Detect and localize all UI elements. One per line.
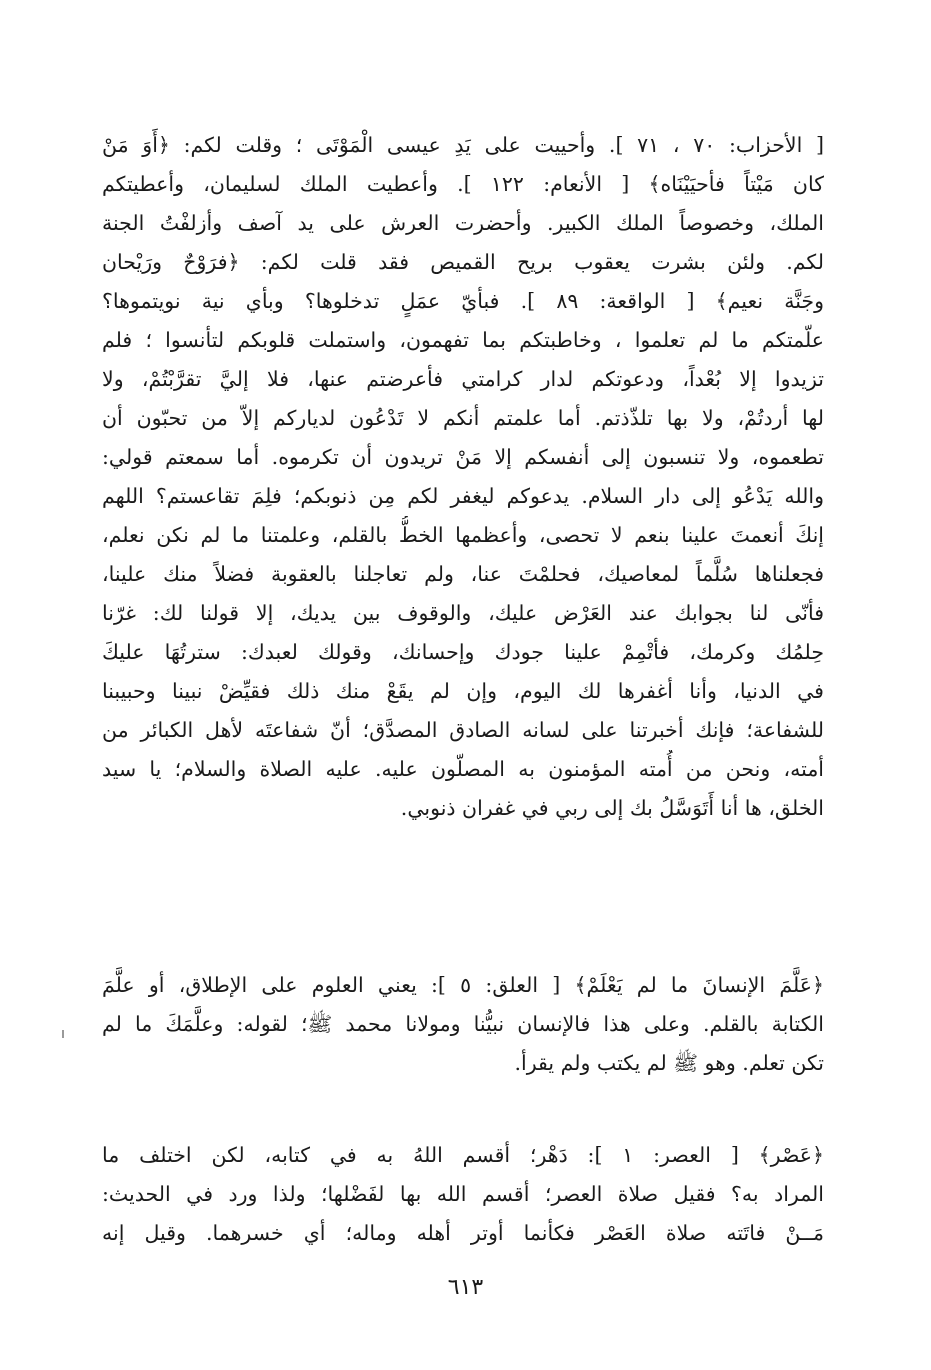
text-line: تزيدوا إلا بُعْداً، ودعوتكم لدار كرامتي فأعرضتم عنها، فلا إليَّ تقرَّبْتُمْ، ولا: [102, 367, 824, 391]
text-line: مَــنْ فاتَته صلاة العَصْر فكأنما أوتر أهله وماله؛ أي خسرهما. وقيل إنه: [102, 1221, 824, 1245]
text-line: ﴿عَصْر﴾ [ العصر: ١ ]: دَهْر؛ أقسم اللهُ به في كتابه، لكن اختلف ما: [102, 1143, 824, 1167]
text-line: فأنّى لنا بجوابك عند العَرْض عليك، والوقوف بين يديك، إلا قولنا لك: غرّنا: [102, 601, 824, 625]
paragraph-2: [102, 966, 824, 1083]
text-line: الملك، وخصوصاً الملك الكبير. وأحضرت العرش على يد آصف وأزلفْتُ الجنة: [102, 211, 824, 235]
text-line: تكن تعلم. وهو ﷺ لم يكتب ولم يقرأ.: [514, 1051, 824, 1075]
text-line: والله يَدْعُو إلى دار السلام. يدعوكم ليغفر لكم مِن ذنوبكم؛ فلِمَ تقاعستم؟ اللهم: [102, 484, 824, 508]
text-line: الخلق، ها أنا أَتَوَسَّلُ بك إلى ربي في غفران ذنوبي.: [400, 796, 824, 820]
text-line: كان مَيْتاً فأحيَيْنَاه﴾ [ الأنعام: ١٢٢ ]. وأعطيت الملك لسليمان، وأعطيتكم: [102, 172, 824, 196]
text-line: للشفاعة؛ فإنك أخبرتنا على لسانه الصادق المصدَّق؛ أنّ شفاعتَه لأهل الكبائر من: [102, 718, 824, 742]
paragraph-3: [102, 1136, 824, 1253]
text-line: في الدنيا، وأنا أغفرها لك اليوم، وإن لم يقَعْ منك ذلك فقيِّضْ نبينا وحبيبنا: [102, 679, 824, 703]
text-line: فجعلناها سُلَّماً لمعاصيك، فحلمْتَ عنا، ولم تعاجلنا بالعقوبة فضلاً منك علينا،: [102, 562, 824, 586]
text-line: إنكَ أنعمتَ علينا بنعم لا تحصى، وأعظمها الخطُّ بالقلم، وعلمتنا ما لم نكن نعلم،: [102, 523, 824, 547]
margin-mark: [62, 1030, 64, 1038]
text-line: علّمتكم ما لم تعلموا ، وخاطبتكم بما تفهمون، واستملت قلوبكم لتأنسوا ؛ فلم: [102, 328, 824, 352]
text-line: لها أردتُمْ، ولا بها تلذّذتم. أما علمتم أنكم لا تَدْعُون لدياركم إلاّ من تحبّون أن: [102, 406, 824, 430]
text-line: لكم. ولئن بشرت يعقوب بريح القميص فقد قلت لكم: ﴿فرَوْحٌ ورَيْحان: [102, 250, 824, 274]
text-line: حِلمُك وكرمك، فأتْمِمْ علينا جودك وإحسانك، وقولك لعبدك: سترتُهَا عليكَ: [102, 640, 824, 664]
text-line: الكتابة بالقلم. وعلى هذا فالإنسان نبيُّنا ومولانا محمد ﷺ؛ لقوله: وعلَّمَكَ ما لم: [102, 1012, 824, 1036]
text-line: تطعموه، ولا تنسبون إلى أنفسكم إلا مَنْ تريدون أن تكرموه. أما سمعتم قولي:: [102, 445, 824, 469]
text-line: أمته، ونحن من أُمته المؤمنون به المصلّون عليه. عليه الصلاة والسلام؛ يا سيد: [102, 757, 824, 781]
paragraph-1: [102, 126, 824, 828]
text-line: المراد به؟ فقيل صلاة العصر؛ أقسم الله بها لفَضْلها؛ ولذا ورد في الحديث:: [102, 1182, 824, 1206]
text-line: وجَنَّة نعيم﴾ [ الواقعة: ٨٩ ]. فبأيّ عمَلٍ تدخلوها؟ وبأي نية نويتموها؟: [102, 289, 824, 313]
text-line: ﴿عَلَّمَ الإنسانَ ما لم يَعْلَمْ﴾ [ العلق: ٥ ]: يعني العلوم على الإطلاق، أو علَّمَ: [102, 973, 824, 997]
text-line: [ الأحزاب: ٧٠ ، ٧١ ]. وأحييت على يَدِ عيسى الْمَوْتَى ؛ وقلت لكم: ﴿أَوَ مَنْ: [102, 133, 824, 157]
page-number: ٦١٣: [447, 1275, 484, 1300]
